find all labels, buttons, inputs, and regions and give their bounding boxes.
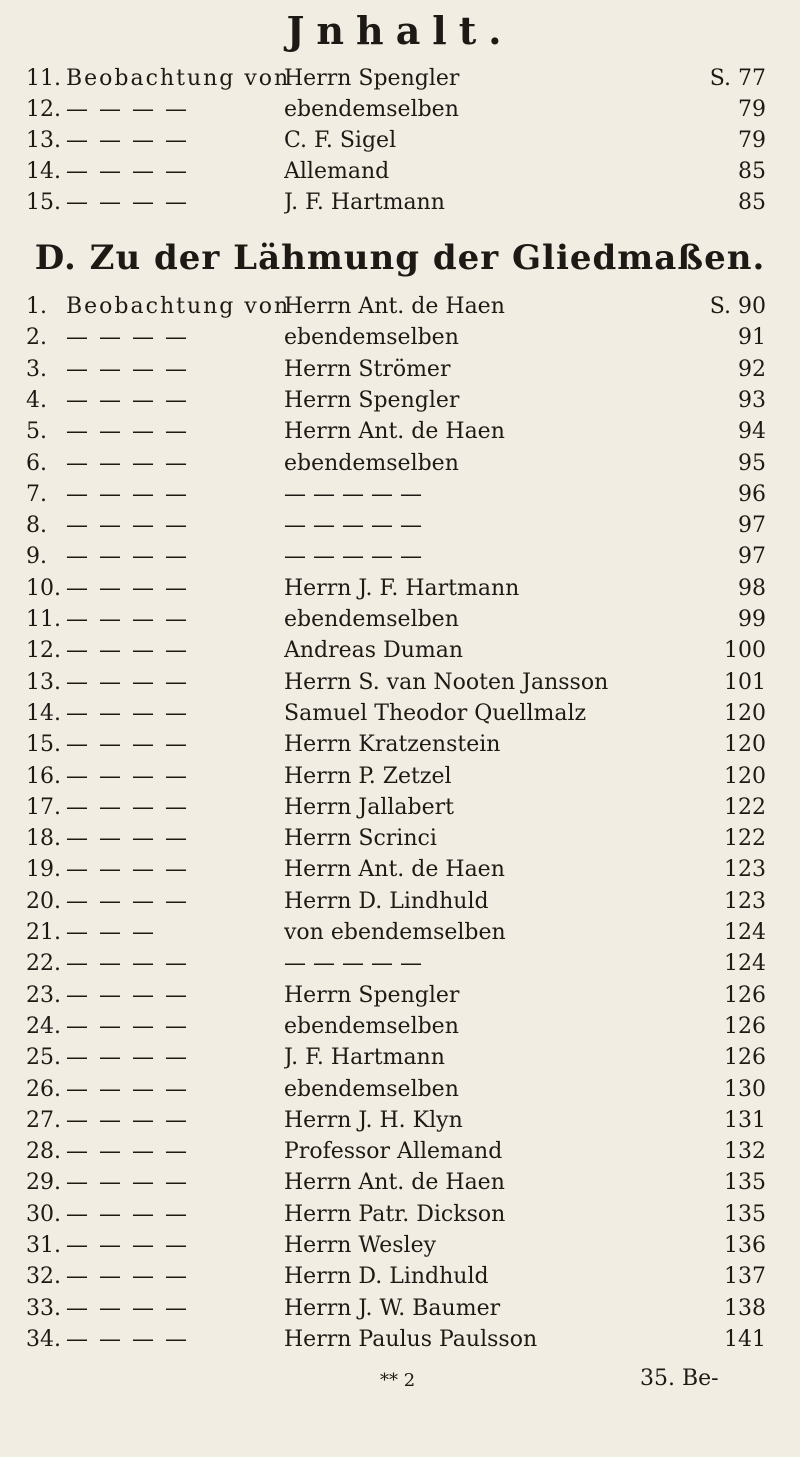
toc-entry (26, 1292, 766, 1326)
entry-number: 10. (26, 575, 61, 601)
toc-entry (26, 1229, 766, 1263)
entry-lead: — — — — (66, 575, 189, 601)
entry-number: 16. (26, 763, 61, 789)
entry-lead: — — — — (66, 544, 189, 570)
entry-author: Herrn Ant. de Haen (284, 294, 505, 319)
toc-entry (26, 697, 766, 731)
entry-page: 85 (738, 190, 766, 215)
entry-author: Herrn Kratzenstein (284, 732, 501, 758)
entry-page: 100 (724, 638, 766, 664)
entry-author: Herrn Scrinci (284, 826, 437, 852)
entry-lead: — — — — (66, 1170, 189, 1196)
toc-entry (26, 979, 766, 1013)
toc-entry (26, 384, 766, 418)
toc-entry (26, 1104, 766, 1138)
toc-entry (26, 760, 766, 794)
entry-author: Herrn Wesley (284, 1233, 437, 1258)
toc-entry (26, 124, 766, 158)
entry-number: 14. (26, 159, 61, 184)
entry-number: 12. (26, 638, 61, 664)
entry-lead: — — — — (66, 700, 189, 726)
entry-lead: — — — — (66, 732, 189, 758)
toc-entry (26, 62, 766, 96)
entry-number: 6. (26, 450, 47, 476)
toc-entry (26, 853, 766, 887)
entry-number: 28. (26, 1139, 61, 1165)
entry-lead: — — — — (66, 1295, 189, 1321)
toc-entry (26, 447, 766, 481)
entry-page: 91 (738, 325, 766, 351)
entry-number: 29. (26, 1170, 61, 1196)
entry-author: von ebendemselben (284, 920, 506, 945)
entry-number: 1. (26, 294, 47, 319)
section-d-title: D. Zu der Lähmung der Gliedmaßen. (34, 238, 766, 278)
entry-author: Herrn J. W. Baumer (284, 1295, 501, 1321)
entry-author: Herrn S. van Nooten Jansson (284, 669, 609, 695)
entry-lead: — — — — (66, 513, 189, 539)
entry-page: S. 77 (709, 66, 766, 91)
entry-lead: — — — — (66, 387, 189, 413)
entry-page: 79 (738, 97, 766, 122)
entry-author: Herrn Paulus Paulsson (284, 1326, 538, 1352)
entry-author: Herrn Ant. de Haen (284, 1170, 505, 1196)
entry-lead: — — — — (66, 794, 189, 820)
toc-entry (26, 540, 766, 574)
entry-number: 30. (26, 1201, 61, 1227)
entry-lead: — — — — (66, 159, 189, 184)
entry-number: 7. (26, 481, 47, 507)
entry-author: Herrn Jallabert (284, 794, 454, 820)
entry-lead: — — — — (66, 982, 189, 1008)
toc-entry (26, 93, 766, 127)
toc-entry (26, 1010, 766, 1044)
entry-author: Samuel Theodor Quellmalz (284, 700, 587, 726)
entry-lead: — — — — (66, 826, 189, 852)
entry-lead: — — — — (66, 669, 189, 695)
page-title: Jnhalt. (286, 8, 514, 53)
entry-author: — — — — — (284, 513, 422, 539)
entry-page: 124 (724, 951, 766, 977)
entry-author: Professor Allemand (284, 1139, 503, 1165)
entry-lead: — — — — (66, 1201, 189, 1227)
entry-author: Herrn Spengler (284, 982, 460, 1008)
entry-number: 34. (26, 1326, 61, 1352)
entry-page: 98 (738, 575, 766, 601)
toc-entry (26, 290, 766, 324)
entry-author: Herrn Ant. de Haen (284, 857, 505, 883)
entry-page: 120 (724, 732, 766, 758)
entry-lead: — — — — (66, 419, 189, 445)
entry-lead: — — — — (66, 1264, 189, 1290)
entry-number: 5. (26, 419, 47, 445)
entry-number: 20. (26, 888, 61, 914)
toc-entry (26, 415, 766, 449)
entry-page: 141 (724, 1326, 766, 1352)
entry-lead: — — — — (66, 763, 189, 789)
entry-page: 135 (724, 1170, 766, 1196)
entry-page: 137 (724, 1264, 766, 1290)
entry-page: 126 (724, 982, 766, 1008)
entry-page: 122 (724, 794, 766, 820)
entry-page: 120 (724, 763, 766, 789)
entry-lead: Beobachtung von (66, 66, 291, 91)
entry-page: 123 (724, 888, 766, 914)
entry-number: 25. (26, 1045, 61, 1071)
entry-author: — — — — — (284, 951, 422, 977)
entry-lead: — — — — (66, 1233, 189, 1258)
entry-lead: — — — — (66, 356, 189, 382)
entry-author: ebendemselben (284, 97, 459, 122)
entry-author: Herrn Spengler (284, 387, 460, 413)
entry-number: 13. (26, 128, 61, 153)
entry-page: 95 (738, 450, 766, 476)
entry-lead: — — — — (66, 450, 189, 476)
entry-author: — — — — — (284, 481, 422, 507)
toc-entry (26, 353, 766, 387)
entry-page: 97 (738, 513, 766, 539)
entry-lead: — — — — (66, 97, 189, 122)
toc-entry (26, 822, 766, 856)
toc-entry (26, 666, 766, 700)
entry-number: 24. (26, 1013, 61, 1039)
entry-author: Andreas Duman (284, 638, 464, 664)
entry-lead: — — — — (66, 1045, 189, 1071)
entry-number: 11. (26, 607, 61, 632)
entry-author: ebendemselben (284, 325, 459, 351)
entry-lead: — — — — (66, 481, 189, 507)
entry-author: — — — — — (284, 544, 422, 570)
entry-lead: — — — — (66, 1013, 189, 1039)
entry-page: 79 (738, 128, 766, 153)
entry-author: Herrn J. H. Klyn (284, 1107, 463, 1133)
entry-number: 26. (26, 1076, 61, 1102)
entry-page: 126 (724, 1013, 766, 1039)
entry-author: ebendemselben (284, 607, 459, 632)
entry-lead: — — — — (66, 951, 189, 977)
entry-lead: — — — — (66, 1107, 189, 1133)
entry-number: 21. (26, 920, 61, 945)
entry-page: 120 (724, 700, 766, 726)
entry-number: 8. (26, 513, 47, 539)
toc-entry (26, 1166, 766, 1200)
entry-page: 85 (738, 159, 766, 184)
entry-number: 3. (26, 356, 47, 382)
toc-entry (26, 791, 766, 825)
entry-author: ebendemselben (284, 1076, 459, 1102)
entry-lead: — — — — (66, 325, 189, 351)
toc-entry (26, 885, 766, 919)
toc-entry (26, 916, 766, 950)
entry-number: 9. (26, 544, 47, 570)
entry-page: 92 (738, 356, 766, 382)
entry-author: Herrn J. F. Hartmann (284, 575, 520, 601)
entry-lead: — — — — (66, 128, 189, 153)
entry-author: Herrn Strömer (284, 356, 451, 382)
toc-entry (26, 1260, 766, 1294)
toc-entry (26, 509, 766, 543)
entry-number: 32. (26, 1264, 61, 1290)
entry-page: 126 (724, 1045, 766, 1071)
signature-mark: ** 2 (380, 1370, 416, 1391)
entry-lead: — — — — (66, 888, 189, 914)
entry-page: 130 (724, 1076, 766, 1102)
toc-entry (26, 1073, 766, 1107)
entry-number: 23. (26, 982, 61, 1008)
entry-author: ebendemselben (284, 450, 459, 476)
toc-entry (26, 603, 766, 637)
entry-page: 132 (724, 1139, 766, 1165)
entry-number: 17. (26, 794, 61, 820)
entry-number: 2. (26, 325, 47, 351)
toc-entry (26, 155, 766, 189)
toc-entry (26, 634, 766, 668)
entry-page: S. 90 (709, 294, 766, 319)
entry-number: 14. (26, 700, 61, 726)
toc-entry (26, 478, 766, 512)
entry-number: 11. (26, 66, 61, 91)
entry-page: 138 (724, 1295, 766, 1321)
entry-author: Herrn D. Lindhuld (284, 888, 489, 914)
entry-number: 19. (26, 857, 61, 883)
entry-number: 15. (26, 732, 61, 758)
entry-author: C. F. Sigel (284, 128, 397, 153)
entry-page: 123 (724, 857, 766, 883)
toc-entry (26, 1198, 766, 1232)
entry-page: 97 (738, 544, 766, 570)
entry-page: 94 (738, 419, 766, 445)
entry-author: Herrn Spengler (284, 66, 460, 91)
entry-lead: — — — — (66, 1076, 189, 1102)
entry-author: Herrn Ant. de Haen (284, 419, 505, 445)
entry-number: 27. (26, 1107, 61, 1133)
entry-lead: — — — — (66, 638, 189, 664)
entry-number: 18. (26, 826, 61, 852)
entry-page: 131 (724, 1107, 766, 1133)
toc-entry (26, 186, 766, 220)
entry-author: Herrn P. Zetzel (284, 763, 452, 789)
toc-entry (26, 321, 766, 355)
entry-number: 31. (26, 1233, 61, 1258)
catchword: 35. Be- (640, 1366, 719, 1391)
entry-lead: — — — (66, 920, 156, 945)
entry-lead: — — — — (66, 607, 189, 632)
toc-entry (26, 728, 766, 762)
entry-page: 136 (724, 1233, 766, 1258)
toc-entry (26, 1135, 766, 1169)
entry-author: Herrn Patr. Dickson (284, 1201, 506, 1227)
entry-page: 101 (724, 669, 766, 695)
entry-number: 13. (26, 669, 61, 695)
entry-number: 12. (26, 97, 61, 122)
toc-entry (26, 572, 766, 606)
entry-author: J. F. Hartmann (284, 190, 445, 215)
entry-page: 93 (738, 387, 766, 413)
entry-page: 124 (724, 920, 766, 945)
entry-lead: Beobachtung von (66, 294, 291, 319)
entry-author: J. F. Hartmann (284, 1045, 445, 1071)
toc-entry (26, 1323, 766, 1357)
entry-number: 4. (26, 387, 47, 413)
entry-page: 99 (738, 607, 766, 632)
entry-number: 22. (26, 951, 61, 977)
entry-page: 122 (724, 826, 766, 852)
toc-entry (26, 947, 766, 981)
entry-author: ebendemselben (284, 1013, 459, 1039)
entry-lead: — — — — (66, 1326, 189, 1352)
entry-number: 15. (26, 190, 61, 215)
entry-author: Allemand (284, 159, 390, 184)
entry-lead: — — — — (66, 190, 189, 215)
toc-entry (26, 1041, 766, 1075)
entry-lead: — — — — (66, 857, 189, 883)
entry-number: 33. (26, 1295, 61, 1321)
entry-page: 135 (724, 1201, 766, 1227)
entry-page: 96 (738, 481, 766, 507)
entry-author: Herrn D. Lindhuld (284, 1264, 489, 1290)
entry-lead: — — — — (66, 1139, 189, 1165)
